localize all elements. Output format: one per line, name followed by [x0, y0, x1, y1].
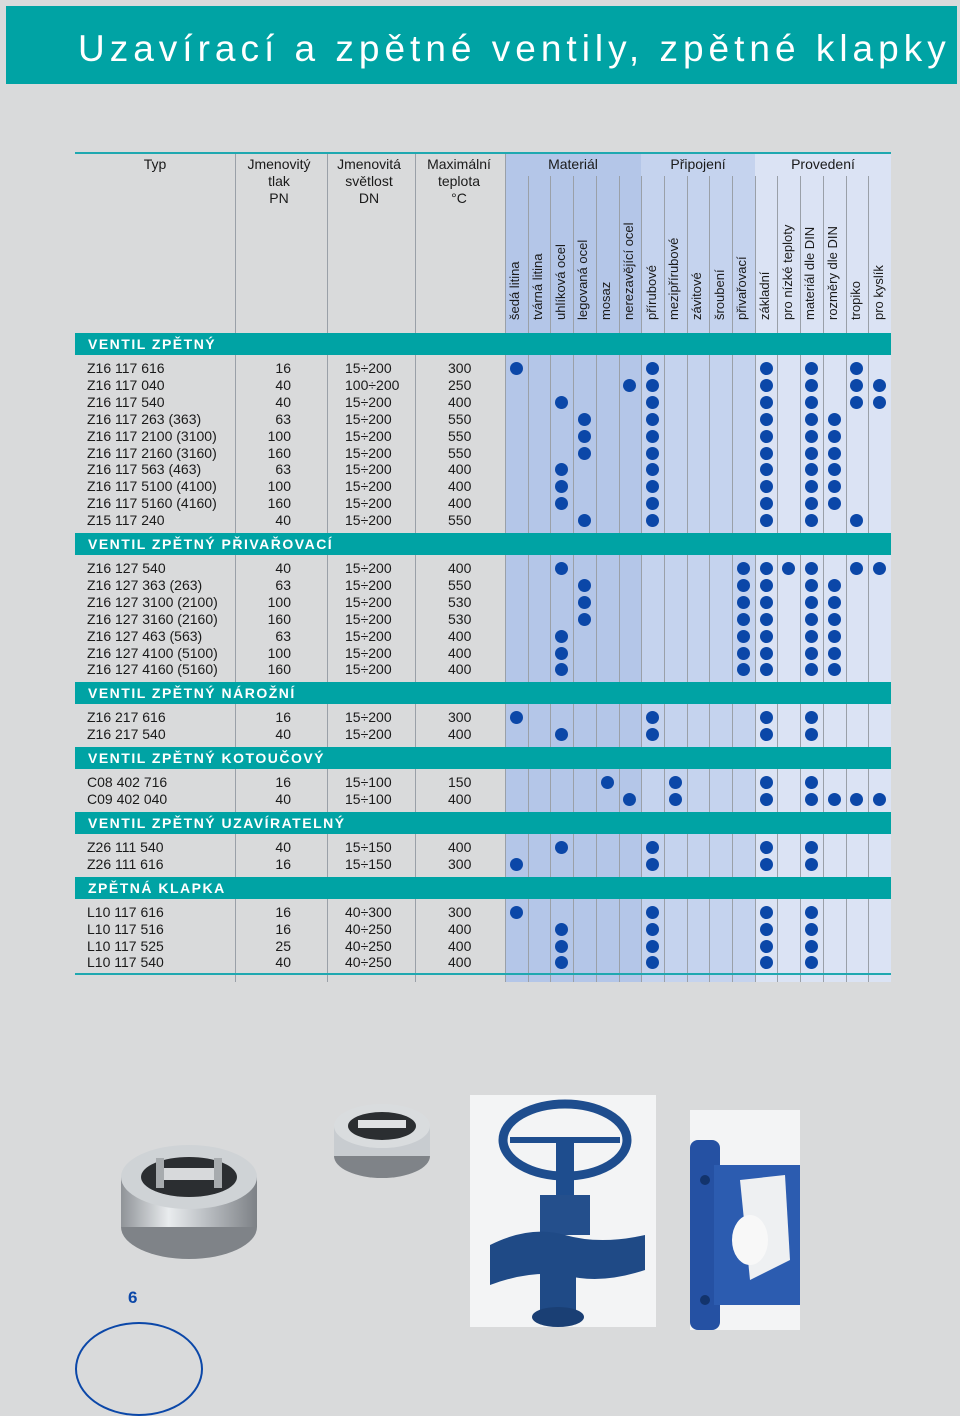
flag-dot	[760, 413, 773, 426]
flag-dot	[760, 956, 773, 969]
section-header	[75, 333, 891, 355]
flag-dot	[737, 613, 750, 626]
column-divider	[235, 152, 236, 982]
cell-temp: 400	[448, 461, 472, 478]
cell-type: Z16 127 4160 (5160)	[87, 661, 218, 678]
flag-dot	[737, 579, 750, 592]
cell-dn: 15÷200	[345, 560, 392, 576]
flag-column-header: přivařovací	[734, 256, 750, 320]
flag-dot	[760, 497, 773, 510]
flag-column-header: šroubení	[711, 269, 727, 320]
flag-dot	[828, 413, 841, 426]
flag-dot	[760, 728, 773, 741]
flag-dot	[760, 396, 773, 409]
flag-dot	[805, 562, 818, 575]
flag-dot	[760, 940, 773, 953]
section-header	[75, 533, 891, 555]
cell-pn: 100	[267, 593, 291, 610]
column-divider	[664, 176, 665, 982]
cell-dn: 15÷200	[345, 726, 392, 743]
flag-dot	[555, 923, 568, 936]
header-dn-line3: DN	[358, 190, 380, 206]
cell-temp: 550	[448, 576, 472, 593]
cell-temp: 530	[448, 593, 472, 610]
flag-dot	[828, 430, 841, 443]
flag-dot	[760, 447, 773, 460]
cell-pn: 40	[275, 393, 291, 410]
cell-pn: 40	[275, 560, 291, 576]
column-divider	[528, 176, 529, 982]
cell-type: C08 402 716	[87, 774, 168, 791]
wafer-check-valve-photo-large	[118, 1132, 260, 1267]
cell-type: C09 402 040	[87, 791, 168, 807]
cell-type: Z16 127 540	[87, 560, 166, 576]
cell-type: Z16 117 2100 (3100)	[87, 427, 217, 444]
flag-column-header: nerezavějící ocel	[620, 222, 636, 320]
cell-pn: 160	[267, 661, 291, 678]
flag-dot	[805, 841, 818, 854]
cell-dn: 40÷250	[345, 954, 392, 971]
column-divider	[823, 176, 824, 982]
cell-type: Z16 217 540	[87, 726, 166, 743]
section-header	[75, 682, 891, 704]
flag-column-header: tvárná litina	[530, 253, 546, 320]
header-pn-line1: Jmenovitý	[247, 156, 311, 172]
flag-dot	[578, 514, 591, 527]
flag-dot	[646, 841, 659, 854]
cell-temp: 400	[448, 920, 472, 937]
flag-dot	[760, 514, 773, 527]
flag-dot	[828, 497, 841, 510]
cell-pn: 160	[267, 495, 291, 512]
flag-dot	[646, 379, 659, 392]
cell-pn: 16	[275, 709, 291, 726]
cell-type: L10 117 540	[87, 954, 164, 971]
cell-temp: 400	[448, 661, 472, 678]
wafer-check-valve-photo-small	[330, 1094, 434, 1189]
cell-type: Z16 117 263 (363)	[87, 410, 202, 427]
cell-dn: 40÷300	[345, 903, 392, 920]
header-pn-line3: PN	[269, 190, 289, 206]
flag-column-header: rozměry dle DIN	[825, 226, 841, 320]
flag-column-header: uhlíková ocel	[552, 244, 568, 320]
flag-dot	[760, 906, 773, 919]
flag-dot	[760, 923, 773, 936]
cell-pn: 63	[275, 576, 291, 593]
column-divider	[687, 176, 688, 982]
cell-dn: 15÷100	[345, 791, 392, 807]
cell-temp: 400	[448, 937, 472, 954]
flag-dot	[760, 596, 773, 609]
flag-dot	[760, 776, 773, 789]
flag-dot	[760, 841, 773, 854]
cell-type: Z16 127 363 (263)	[87, 576, 203, 593]
column-divider	[732, 176, 733, 982]
flag-dot	[828, 663, 841, 676]
cell-pn: 40	[275, 954, 291, 971]
flag-dot	[760, 613, 773, 626]
cell-temp: 150	[448, 774, 472, 791]
column-divider	[596, 176, 597, 982]
table-bottom-rule	[75, 973, 891, 975]
cell-temp: 550	[448, 410, 472, 427]
flag-dot	[669, 776, 682, 789]
column-divider	[327, 152, 328, 982]
flag-dot	[805, 793, 818, 806]
cell-dn: 15÷200	[345, 410, 392, 427]
flag-dot	[760, 630, 773, 643]
cell-temp: 550	[448, 444, 472, 461]
flag-dot	[601, 776, 614, 789]
cell-dn: 15÷200	[345, 478, 392, 495]
cell-pn: 16	[275, 920, 291, 937]
flag-dot	[828, 480, 841, 493]
flag-dot	[555, 647, 568, 660]
column-divider	[800, 176, 801, 982]
flag-dot	[805, 858, 818, 871]
cell-dn: 15÷200	[345, 709, 392, 726]
flag-dot	[805, 362, 818, 375]
cell-pn: 40	[275, 512, 291, 529]
cell-dn: 15÷200	[345, 576, 392, 593]
flag-column-header: přírubové	[643, 265, 659, 320]
header-temp-line3: °C	[451, 190, 467, 206]
cell-pn: 160	[267, 610, 291, 627]
cell-temp: 400	[448, 478, 472, 495]
flag-dot	[873, 562, 886, 575]
flag-dot	[510, 362, 523, 375]
flag-dot	[646, 858, 659, 871]
cell-type: L10 117 616	[87, 903, 164, 920]
flag-dot	[805, 647, 818, 660]
valve-table	[75, 152, 891, 982]
flag-dot	[760, 579, 773, 592]
flag-dot	[805, 940, 818, 953]
header-group-design: Provedení	[791, 156, 855, 172]
flag-dot	[578, 447, 591, 460]
flag-dot	[805, 413, 818, 426]
title-bar	[6, 6, 957, 84]
flag-dot	[760, 858, 773, 871]
cell-type: Z16 117 540	[87, 393, 165, 410]
flag-dot	[646, 430, 659, 443]
column-divider	[573, 176, 574, 982]
flag-dot	[828, 447, 841, 460]
flag-dot	[578, 596, 591, 609]
flag-dot	[873, 793, 886, 806]
flag-column-header: šedá litina	[507, 261, 523, 320]
header-dn-line1: Jmenovitá	[337, 156, 401, 172]
flag-dot	[805, 923, 818, 936]
flag-dot	[555, 940, 568, 953]
swing-check-valve-photo	[690, 1110, 800, 1335]
header-typ: Typ	[143, 156, 167, 172]
cell-temp: 250	[448, 376, 472, 393]
header-group-material: Materiál	[548, 156, 598, 172]
column-divider	[777, 176, 778, 982]
flag-dot	[760, 793, 773, 806]
cell-type: Z26 111 616	[87, 855, 164, 872]
flag-dot	[669, 793, 682, 806]
cell-type: Z16 127 3160 (2160)	[87, 610, 218, 627]
cell-dn: 40÷250	[345, 937, 392, 954]
column-divider	[709, 176, 710, 982]
flag-dot	[578, 579, 591, 592]
flag-dot	[737, 647, 750, 660]
cell-pn: 40	[275, 838, 291, 855]
flag-column-header: pro nízké teploty	[779, 224, 795, 320]
cell-type: Z16 217 616	[87, 709, 166, 726]
flag-dot	[646, 447, 659, 460]
flag-dot	[760, 647, 773, 660]
flag-dot	[760, 711, 773, 724]
flag-dot	[805, 430, 818, 443]
cell-type: L10 117 525	[87, 937, 164, 954]
cell-dn: 15÷200	[345, 627, 392, 644]
section-title: VENTIL ZPĚTNÝ	[88, 336, 217, 352]
cell-dn: 15÷200	[345, 661, 392, 678]
flag-dot	[828, 463, 841, 476]
cell-pn: 40	[275, 376, 291, 393]
flag-dot	[805, 613, 818, 626]
flag-dot	[805, 396, 818, 409]
cell-pn: 63	[275, 627, 291, 644]
column-divider	[846, 176, 847, 982]
cell-temp: 400	[448, 726, 472, 743]
cell-dn: 15÷200	[345, 427, 392, 444]
flag-dot	[578, 430, 591, 443]
flag-dot	[510, 858, 523, 871]
header-temp-line2: teplota	[437, 173, 481, 189]
cell-temp: 550	[448, 512, 472, 529]
cell-dn: 15÷200	[345, 512, 392, 529]
section-title: VENTIL ZPĚTNÝ NÁROŽNÍ	[88, 685, 296, 702]
column-divider	[755, 176, 756, 982]
flag-dot	[646, 362, 659, 375]
flag-dot	[646, 396, 659, 409]
flag-dot	[760, 379, 773, 392]
cell-temp: 400	[448, 838, 472, 855]
cell-type: Z16 127 463 (563)	[87, 627, 203, 644]
cell-type: Z16 117 563 (463)	[87, 461, 202, 478]
cell-type: Z16 117 2160 (3160)	[87, 444, 217, 461]
cell-pn: 40	[275, 726, 291, 743]
flag-dot	[805, 579, 818, 592]
flag-dot	[805, 630, 818, 643]
globe-valve-photo	[470, 1095, 656, 1332]
flag-column-header: pro kyslík	[870, 265, 886, 320]
flag-dot	[805, 596, 818, 609]
flag-dot	[805, 776, 818, 789]
column-divider	[641, 176, 642, 982]
flag-dot	[873, 396, 886, 409]
cell-dn: 40÷250	[345, 920, 392, 937]
cell-pn: 100	[267, 427, 291, 444]
cell-type: L10 117 516	[87, 920, 164, 937]
cell-pn: 100	[267, 644, 291, 661]
section-title: VENTIL ZPĚTNÝ KOTOUČOVÝ	[88, 750, 326, 767]
cell-dn: 15÷200	[345, 444, 392, 461]
cell-type: Z16 117 5100 (4100)	[87, 478, 217, 495]
cell-temp: 400	[448, 393, 472, 410]
flag-column-header: tropiko	[847, 280, 863, 320]
flag-dot	[646, 906, 659, 919]
cell-pn: 16	[275, 360, 291, 376]
cell-dn: 15÷200	[345, 644, 392, 661]
flag-dot	[828, 630, 841, 643]
cell-pn: 63	[275, 410, 291, 427]
flag-column-header: legovaná ocel	[575, 239, 591, 320]
column-divider	[619, 176, 620, 982]
header-group-connection: Připojení	[670, 156, 726, 172]
flag-dot	[805, 447, 818, 460]
section-title: VENTIL ZPĚTNÝ PŘIVAŘOVACÍ	[88, 536, 334, 552]
flag-dot	[646, 923, 659, 936]
cell-dn: 15÷200	[345, 360, 392, 376]
cell-type: Z26 111 540	[87, 838, 164, 855]
section-header	[75, 812, 891, 834]
cell-temp: 550	[448, 427, 472, 444]
flag-dot	[760, 362, 773, 375]
flag-dot	[873, 379, 886, 392]
flag-dot	[555, 396, 568, 409]
cell-temp: 400	[448, 791, 472, 807]
column-divider	[868, 176, 869, 982]
cell-type: Z16 127 3100 (2100)	[87, 593, 218, 610]
cell-dn: 15÷100	[345, 774, 392, 791]
flag-dot	[578, 613, 591, 626]
header-dn-line2: světlost	[345, 173, 393, 189]
cell-temp: 300	[448, 903, 472, 920]
flag-dot	[805, 906, 818, 919]
flag-dot	[760, 463, 773, 476]
flag-column-header: závitové	[688, 272, 704, 320]
flag-dot	[828, 579, 841, 592]
flag-dot	[737, 562, 750, 575]
flag-dot	[828, 596, 841, 609]
flag-dot	[555, 630, 568, 643]
flag-dot	[646, 413, 659, 426]
cell-type: Z16 117 5160 (4160)	[87, 495, 217, 512]
cell-dn: 15÷150	[345, 855, 392, 872]
flag-dot	[760, 562, 773, 575]
cell-temp: 400	[448, 560, 472, 576]
column-divider	[415, 152, 416, 982]
cell-dn: 15÷200	[345, 593, 392, 610]
cell-temp: 300	[448, 855, 472, 872]
cell-dn: 100÷200	[345, 376, 400, 393]
cell-type: Z16 127 4100 (5100)	[87, 644, 218, 661]
cell-pn: 40	[275, 791, 291, 807]
flag-dot	[737, 596, 750, 609]
cell-pn: 160	[267, 444, 291, 461]
cell-type: Z16 117 616	[87, 360, 165, 376]
flag-dot	[805, 514, 818, 527]
header-pn	[235, 156, 323, 207]
cell-pn: 16	[275, 774, 291, 791]
section-header	[75, 877, 891, 899]
cell-temp: 400	[448, 627, 472, 644]
flag-dot	[760, 663, 773, 676]
cell-temp: 300	[448, 709, 472, 726]
page-number: 6	[128, 1288, 138, 1307]
cell-pn: 16	[275, 855, 291, 872]
flag-dot	[805, 379, 818, 392]
cell-type: Z15 117 240	[87, 512, 165, 529]
flag-dot	[760, 430, 773, 443]
header-dn	[327, 156, 411, 207]
table-top-rule	[75, 152, 891, 154]
section-title: VENTIL ZPĚTNÝ UZAVÍRATELNÝ	[88, 814, 346, 831]
section-header	[75, 747, 891, 769]
page-title: Uzavírací a zpětné ventily, zpětné klapky	[78, 28, 951, 69]
flag-dot	[578, 413, 591, 426]
flag-dot	[828, 793, 841, 806]
cell-dn: 15÷200	[345, 610, 392, 627]
cell-temp: 300	[448, 360, 472, 376]
section-title: ZPĚTNÁ KLAPKA	[88, 879, 226, 896]
cell-type: Z16 117 040	[87, 376, 165, 393]
flag-dot	[737, 630, 750, 643]
cell-pn: 16	[275, 903, 291, 920]
cell-pn: 100	[267, 478, 291, 495]
cell-dn: 15÷150	[345, 838, 392, 855]
flag-column-header: základní	[757, 271, 773, 320]
header-temp	[415, 156, 503, 207]
cell-temp: 400	[448, 495, 472, 512]
decorative-arc	[75, 1322, 203, 1416]
cell-temp: 400	[448, 954, 472, 971]
cell-dn: 15÷200	[345, 495, 392, 512]
column-divider	[505, 152, 506, 982]
cell-temp: 530	[448, 610, 472, 627]
header-pn-line2: tlak	[268, 173, 290, 189]
cell-temp: 400	[448, 644, 472, 661]
flag-dot	[510, 906, 523, 919]
flag-dot	[760, 480, 773, 493]
cell-dn: 15÷200	[345, 393, 392, 410]
flag-column-header: mosaz	[598, 281, 614, 320]
cell-pn: 63	[275, 461, 291, 478]
column-divider	[550, 176, 551, 982]
flag-column-header: mezipřírubové	[666, 237, 682, 320]
cell-pn: 25	[275, 937, 291, 954]
flag-dot	[828, 647, 841, 660]
header-temp-line1: Maximální	[427, 156, 491, 172]
cell-dn: 15÷200	[345, 461, 392, 478]
flag-column-header: materiál dle DIN	[802, 226, 818, 320]
flag-dot	[646, 940, 659, 953]
flag-dot	[828, 613, 841, 626]
